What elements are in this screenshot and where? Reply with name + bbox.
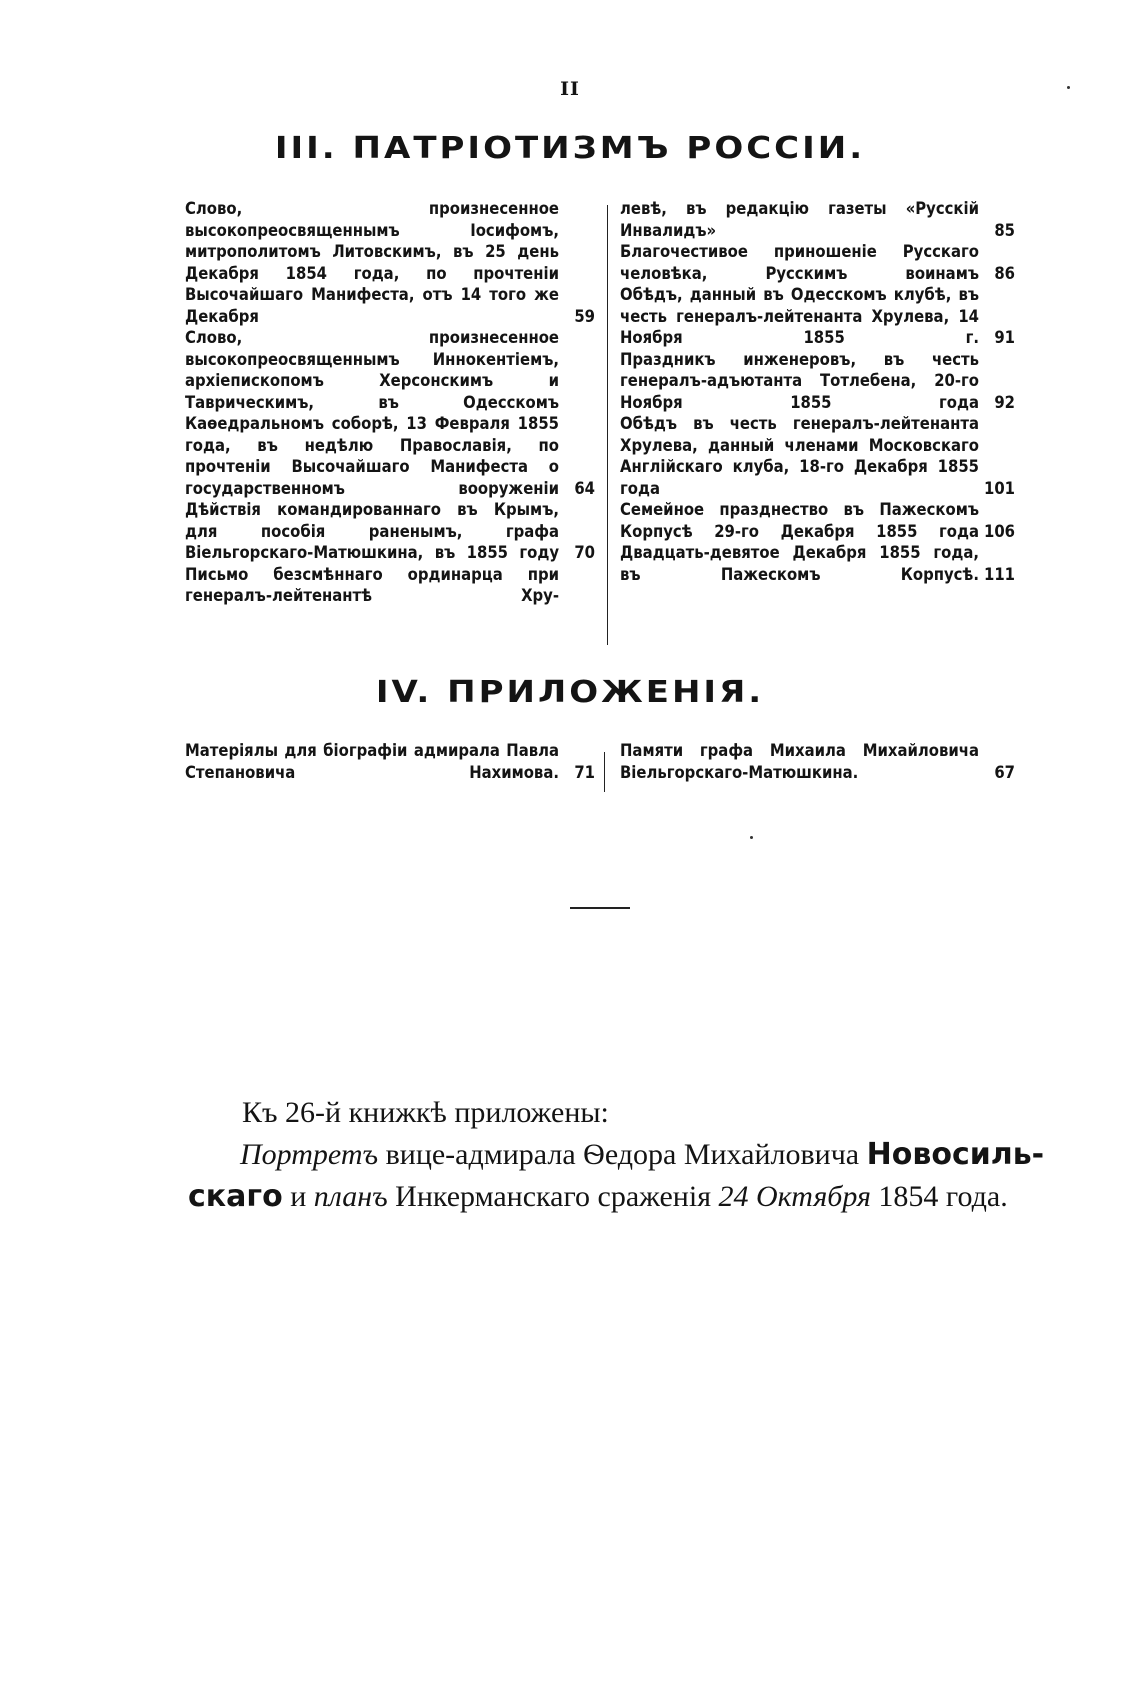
toc-entry-title: Слово, произнесенное высокопреосвященнымъ Иннокентіемъ, архіепископомъ Херсонскимъ и Таврическимъ, въ Одесскомъ Каѳедральномъ соборѣ, 13 Февраля 1855 года, въ недѣлю Православія, по прочтеніи Высочайшаго Манифеста о государственномъ вооруженіи (185, 328, 559, 498)
toc-entry-page: 106 (984, 521, 1015, 541)
toc-entry-title: Семейное празднество въ Пажескомъ Корпусѣ 29-го Декабря 1855 года (620, 500, 979, 541)
toc-entry-title: Слово, произнесенное высокопреосвященнымъ Іосифомъ, митрополитомъ Литовскимъ, въ 25 день Декабря 1854 года, по прочтеніи Высочайшаго Манифеста, отъ 14 того же Декабря (185, 199, 559, 326)
toc-entry (620, 284, 1015, 349)
supplement-line-plan (0, 1176, 1140, 1218)
toc-entry-title: Благочестивое приношеніе Русскаго человѣка, Русскимъ воинамъ (620, 242, 979, 283)
toc-entry-title: Обѣдъ, данный въ Одесскомъ клубѣ, въ честь генералъ-лейтенанта Хрулева, 14 Ноября 1855 г. (620, 285, 979, 347)
toc-entry-page: 111 (984, 564, 1015, 584)
toc-entry-title: Дѣйствія командированнаго въ Крымъ, для пособія раненымъ, графа Віельгорскаго-Матюшкина, въ 1855 году (185, 500, 559, 562)
toc-entry-page: 92 (994, 392, 1015, 412)
toc-column-left (185, 198, 595, 607)
supplement-line-portrait (0, 1134, 1140, 1176)
column-divider (604, 752, 605, 792)
toc-entry (620, 542, 1015, 585)
toc-entry-continued (185, 564, 595, 607)
print-speck (1067, 86, 1070, 89)
section-title-appendices: IV. ПРИЛОЖЕНІЯ. (375, 674, 765, 710)
toc-column-right (620, 198, 1015, 585)
portrait-label: Портретъ (240, 1138, 379, 1171)
battle-date: 24 Октября (718, 1180, 871, 1213)
toc-entry-title: Двадцать-девятое Декабря 1855 года, въ Пажескомъ Корпусѣ. (620, 543, 979, 584)
toc-entry (185, 499, 595, 564)
toc-entry (185, 198, 595, 327)
toc-entry-page: 59 (574, 306, 595, 326)
toc-entry-page: 67 (994, 762, 1015, 782)
toc-entry-page: 101 (984, 478, 1015, 498)
supplement-heading: Къ 26-й книжкѣ приложены: (242, 1096, 609, 1129)
separator-rule (570, 907, 630, 909)
toc-entry-page: 91 (994, 328, 1015, 347)
print-speck (750, 836, 753, 839)
toc-entry (620, 499, 1015, 542)
page-number: II (560, 78, 580, 100)
column-divider (607, 205, 608, 645)
battle-text: Инкерманскаго сраженія (395, 1180, 711, 1213)
battle-year: 1854 года. (878, 1180, 1008, 1213)
toc-entry-continuation (620, 198, 1015, 241)
toc-entry (185, 740, 595, 783)
toc-entry-page: 64 (574, 478, 595, 498)
toc-entry-page: 70 (574, 543, 595, 562)
plan-label: планъ (313, 1180, 388, 1213)
appendix-column-right (620, 740, 1015, 783)
appendix-column-left (185, 740, 595, 783)
toc-entry-title: Обѣдъ въ честь генералъ-лейтенанта Хрулева, данный членами Московскаго Англійскаго клуба, 18-го Декабря 1855 года (620, 414, 979, 498)
toc-entry (620, 740, 1015, 783)
and-word: и (290, 1180, 307, 1213)
toc-entry-page: 86 (994, 263, 1015, 283)
toc-entry (620, 413, 1015, 499)
toc-entry (185, 327, 595, 499)
toc-entry-title: Письмо безсмѣннаго ординарца при генералъ-лейтенантѣ Хру- (185, 564, 559, 605)
toc-entry (620, 349, 1015, 414)
toc-entry-page: 85 (994, 220, 1015, 240)
admiral-name-part1: Новосиль- (866, 1137, 1045, 1172)
toc-entry-title: Памяти графа Михаила Михайловича Віельгорскаго-Матюшкина. (620, 741, 979, 782)
section-title-patriotism: III. ПАТРІОТИЗМЪ РОССІИ. (274, 130, 866, 166)
toc-entry-page: 71 (574, 762, 595, 782)
toc-entry-title: Матеріялы для біографіи адмирала Павла Степановича Нахимова. (185, 741, 559, 782)
portrait-text: вице-адмирала Ѳедора Михайловича (385, 1138, 860, 1171)
toc-entry-title: левѣ, въ редакцію газеты «Русскій Инвалидъ» (620, 199, 979, 240)
toc-entry (620, 241, 1015, 284)
admiral-name-part2: скаго (188, 1179, 283, 1214)
toc-entry-title: Праздникъ инженеровъ, въ честь генералъ-адъютанта Тотлебена, 20-го Ноября 1855 года (620, 349, 979, 412)
